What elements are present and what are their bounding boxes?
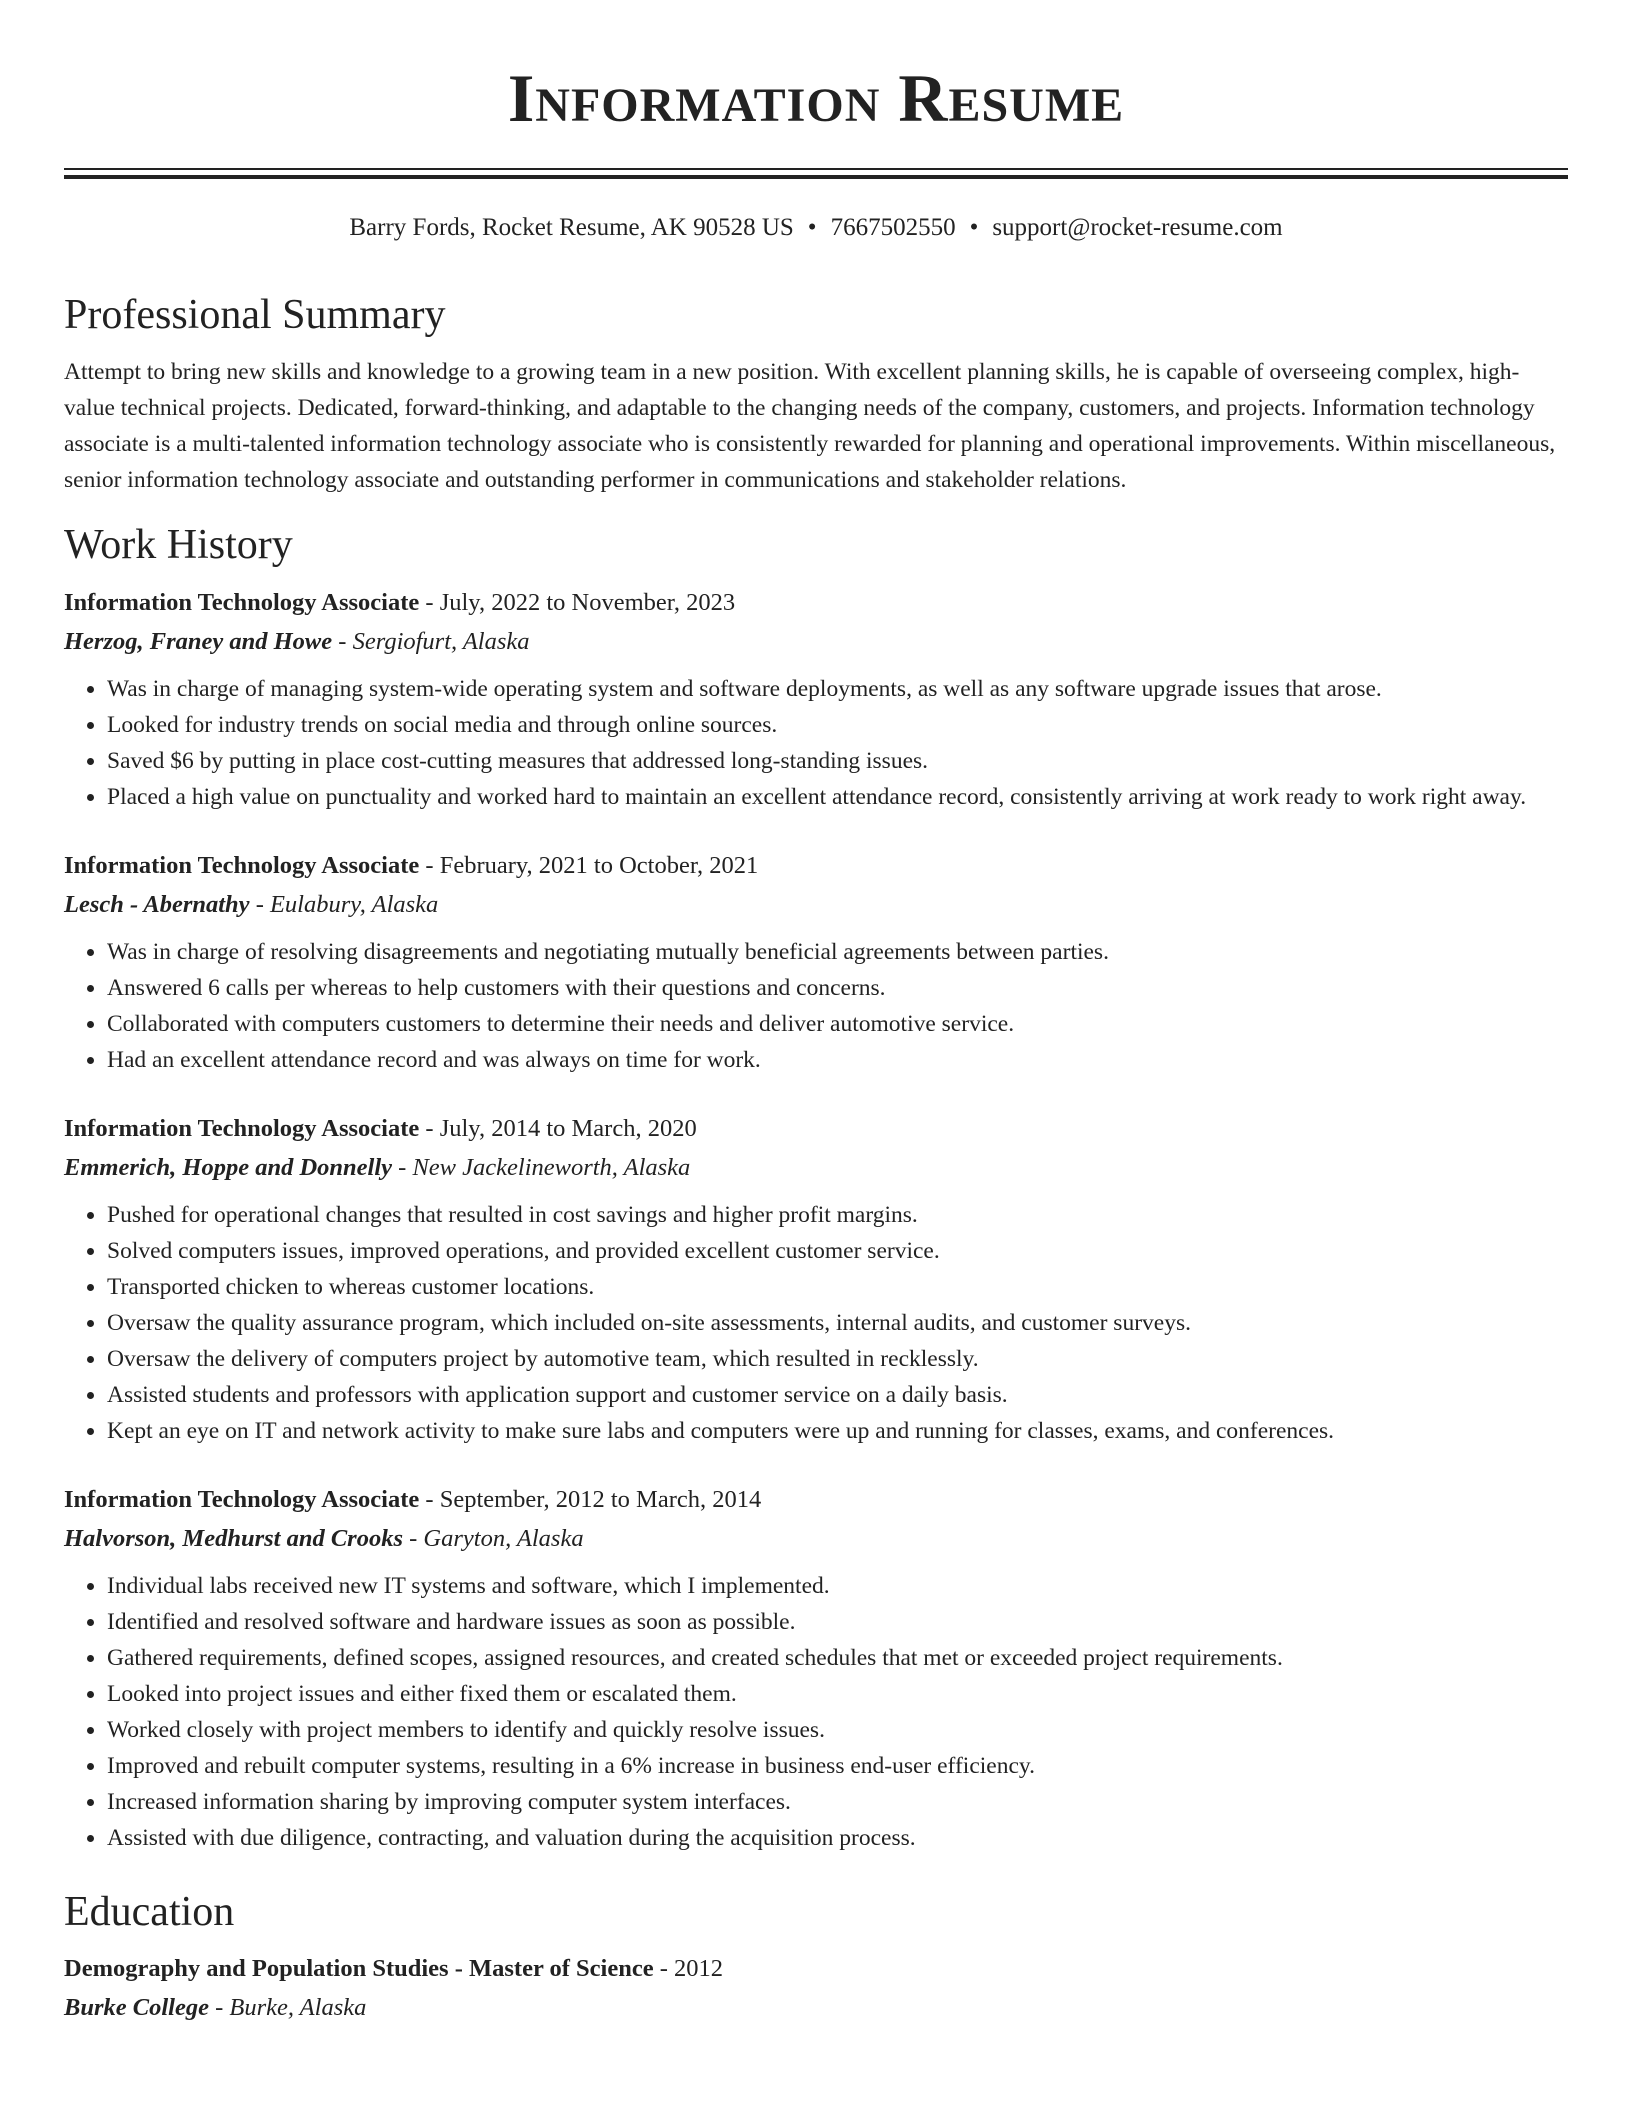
job-dates: - July, 2014 to March, 2020	[419, 1114, 697, 1142]
job-employer	[64, 1148, 1568, 1187]
job-bullet: • Gathered requirements, defined scopes, assigned resources, and created schedules that met or exceeded project requirements.	[107, 1640, 1568, 1676]
job-bullet: • Kept an eye on IT and network activity to make sure labs and computers were up and running for classes, exams, and conferences.	[107, 1413, 1568, 1449]
job-bullet: • Looked for industry trends on social media and through online sources.	[107, 707, 1568, 743]
education-school: Burke College	[64, 1994, 209, 2022]
contact-separator: •	[969, 214, 979, 241]
job-company: Halvorson, Medhurst and Crooks	[64, 1524, 404, 1552]
job-location: - Eulabury, Alaska	[249, 890, 439, 918]
education-heading: Education	[64, 1888, 235, 1935]
summary-heading: Professional Summary	[64, 292, 446, 338]
job-location: - New Jackelineworth, Alaska	[392, 1153, 691, 1181]
job-header	[64, 1480, 1568, 1519]
job-bullets	[64, 1568, 1568, 1856]
job-header	[64, 846, 1568, 885]
contact-address: Barry Fords, Rocket Resume, AK 90528 US	[349, 214, 794, 241]
resume-content	[64, 290, 1568, 2027]
job-title: Information Technology Associate	[64, 1114, 420, 1142]
job-bullets	[64, 1197, 1568, 1449]
job-employer	[64, 1519, 1568, 1558]
job-title: Information Technology Associate	[64, 851, 420, 879]
job-entry	[64, 583, 1568, 815]
resume-title: Information Resume	[507, 60, 1125, 136]
job-bullet: • Saved $6 by putting in place cost-cutting measures that addressed long-standing issues.	[107, 743, 1568, 779]
contact-email: support@rocket-resume.com	[992, 214, 1283, 241]
job-bullet: • Assisted with due diligence, contracting, and valuation during the acquisition process.	[107, 1820, 1568, 1856]
job-title: Information Technology Associate	[64, 588, 420, 616]
job-entry	[64, 1109, 1568, 1449]
education-degree-line	[64, 1949, 1568, 1988]
job-location: - Sergiofurt, Alaska	[332, 627, 530, 655]
job-bullet: • Collaborated with computers customers to determine their needs and deliver automotive service.	[107, 1006, 1568, 1042]
education-location: - Burke, Alaska	[208, 1994, 367, 2022]
work-history-heading: Work History	[64, 522, 293, 569]
job-employer	[64, 885, 1568, 924]
job-header	[64, 583, 1568, 622]
job-bullet: • Improved and rebuilt computer systems, resulting in a 6% increase in business end-user efficiency.	[107, 1748, 1568, 1784]
job-bullet: • Worked closely with project members to identify and quickly resolve issues.	[107, 1712, 1568, 1748]
job-bullet: • Was in charge of resolving disagreements and negotiating mutually beneficial agreements between parties.	[107, 934, 1568, 970]
job-header	[64, 1109, 1568, 1148]
title-rule-thick	[64, 175, 1568, 179]
job-entry	[64, 846, 1568, 1078]
job-dates: - July, 2022 to November, 2023	[419, 588, 736, 616]
job-bullet: • Assisted students and professors with application support and customer service on a daily basis.	[107, 1377, 1568, 1413]
job-bullet: • Oversaw the delivery of computers project by automotive team, which resulted in recklessly.	[107, 1341, 1568, 1377]
job-bullet: • Looked into project issues and either fixed them or escalated them.	[107, 1676, 1568, 1712]
job-entry	[64, 1480, 1568, 1856]
job-bullet: • Answered 6 calls per whereas to help customers with their questions and concerns.	[107, 970, 1568, 1006]
contact-line	[0, 214, 1632, 242]
title-rule-thin	[64, 168, 1568, 170]
job-bullet: • Oversaw the quality assurance program, which included on-site assessments, internal audits, and customer surveys.	[107, 1305, 1568, 1341]
contact-separator: •	[807, 214, 817, 241]
job-bullet: • Solved computers issues, improved operations, and provided excellent customer service.	[107, 1233, 1568, 1269]
job-bullet: • Placed a high value on punctuality and worked hard to maintain an excellent attendance record, consistently arriving at work ready to work right away.	[107, 779, 1568, 815]
job-bullet: • Increased information sharing by improving computer system interfaces.	[107, 1784, 1568, 1820]
education-year: - 2012	[653, 1955, 724, 1983]
job-company: Herzog, Franey and Howe	[64, 627, 333, 655]
education-degree: Demography and Population Studies - Master of Science	[64, 1955, 654, 1983]
job-bullet: • Transported chicken to whereas customer locations.	[107, 1269, 1568, 1305]
job-employer	[64, 622, 1568, 661]
job-bullets	[64, 671, 1568, 815]
job-dates: - September, 2012 to March, 2014	[419, 1485, 762, 1513]
education-school-line	[64, 1988, 1568, 2027]
job-bullet: • Identified and resolved software and hardware issues as soon as possible.	[107, 1604, 1568, 1640]
contact-phone: 7667502550	[830, 214, 956, 241]
job-bullets	[64, 934, 1568, 1078]
job-company: Lesch - Abernathy	[64, 890, 250, 918]
summary-text: Attempt to bring new skills and knowledge to a growing team in a new position. With excellent planning skills, he is capable of overseeing complex, high-value technical projects. Dedicated, forward-thinking, and adaptable to the changing needs of the company, customers, and projects. Information technology associate is a multi-talented information technology associate who is consistently rewarded for planning and operational improvements. Within miscellaneous, senior information technology associate and outstanding performer in communications and stakeholder relations.	[64, 359, 1556, 494]
job-title: Information Technology Associate	[64, 1485, 420, 1513]
job-location: - Garyton, Alaska	[403, 1524, 584, 1552]
job-dates: - February, 2021 to October, 2021	[419, 851, 759, 879]
job-company: Emmerich, Hoppe and Donnelly	[64, 1153, 393, 1181]
job-bullet: • Pushed for operational changes that resulted in cost savings and higher profit margins.	[107, 1197, 1568, 1233]
job-bullet: • Individual labs received new IT systems and software, which I implemented.	[107, 1568, 1568, 1604]
job-bullet: • Had an excellent attendance record and was always on time for work.	[107, 1042, 1568, 1078]
job-bullet: • Was in charge of managing system-wide operating system and software deployments, as well as any software upgrade issues that arose.	[107, 671, 1568, 707]
